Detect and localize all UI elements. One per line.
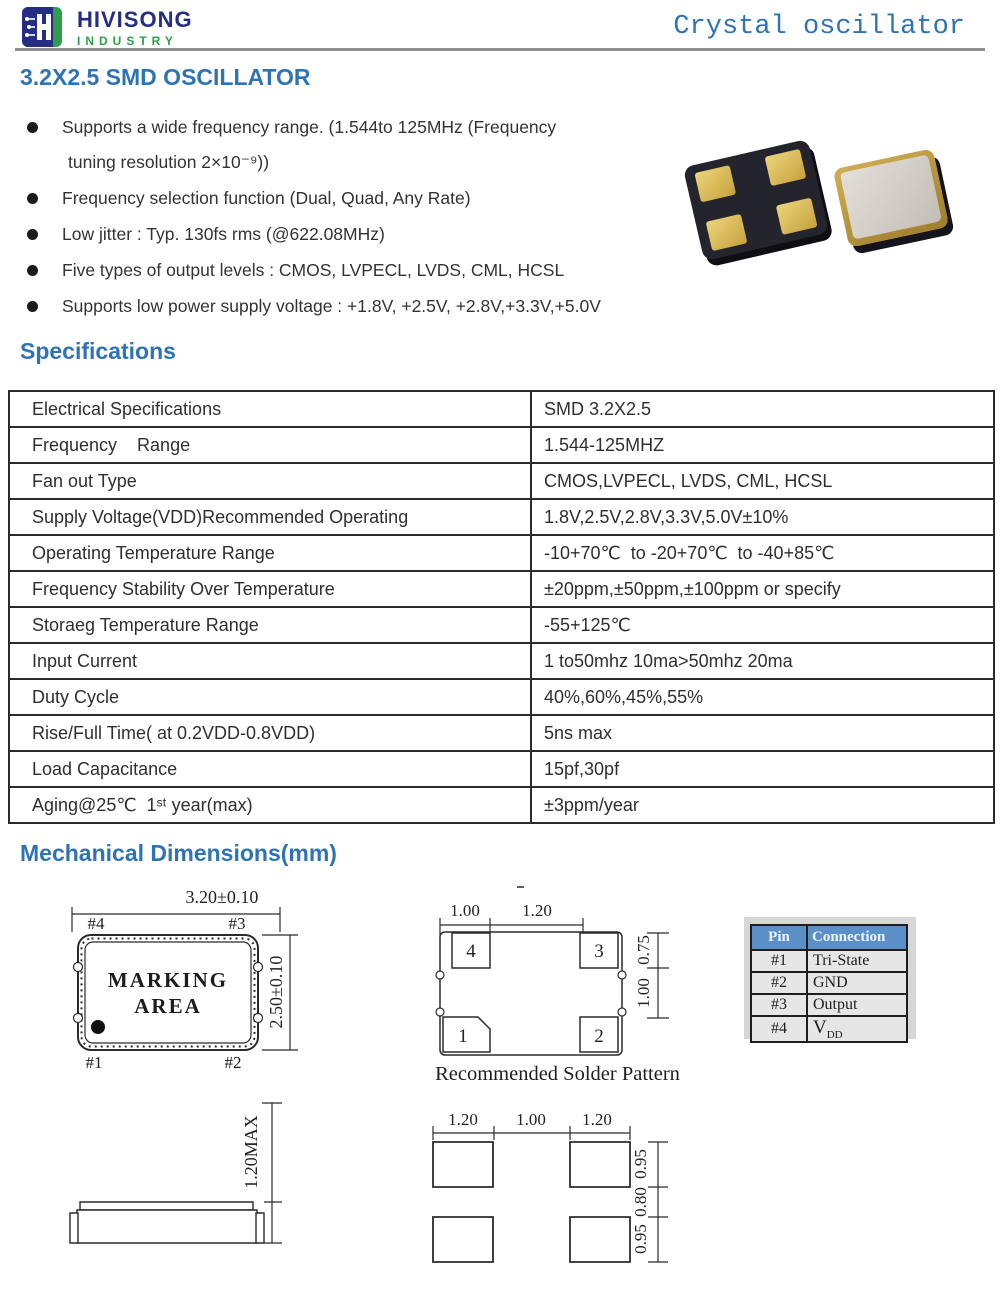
pin-connection-table [750,924,908,1043]
spec-value-cell: 1.544-125MHZ [531,427,994,463]
feature-text: Five types of output levels : CMOS, LVPECL, LVDS, CML, HCSL [62,260,565,280]
package-height-dim: 1.20MAX [241,1115,261,1189]
spec-label-cell: Input Current [9,643,531,679]
pin-table-header-row [751,925,907,950]
features-list [25,110,705,325]
oscillator-bottom-photo [683,139,829,261]
pin-connection-cell: Tri-State [807,950,907,972]
marking-area-line2: AREA [134,994,202,1018]
spec-row [9,463,994,499]
spec-value-cell: -55+125℃ [531,607,994,643]
pad-width-dim: 1.00 [450,901,480,920]
solder-vdim-mid: 0.80 [631,1187,650,1217]
spec-row [9,751,994,787]
marking-area-line1: MARKING [107,968,229,992]
spec-label-cell: Duty Cycle [9,679,531,715]
solder-pad [570,1142,630,1187]
spec-value-cell: ±3ppm/year [531,787,994,823]
pin-connection-cell: $V_{DD}$ [807,1016,907,1042]
pin-table-body [751,950,907,1042]
solder-dim-mid: 1.00 [516,1110,546,1129]
feature-text: Supports a wide frequency range. (1.544to 125MHz (Frequency [62,117,557,137]
right-pad-profile [256,1213,264,1243]
pin-table-row [751,1016,907,1042]
pin-table-row [751,950,907,972]
feature-text: Supports low power supply voltage : +1.8V, +2.5V, +2.8V,+3.3V,+5.0V [62,296,601,316]
hivisong-logo-icon [22,7,62,47]
spec-label-cell: Fan out Type [9,463,531,499]
solder-pad [433,1217,493,1262]
page-title: 3.2X2.5 SMD OSCILLATOR [20,64,311,90]
pad1-number: 1 [458,1026,468,1047]
spec-value-cell: 5ns max [531,715,994,751]
pad-vgap-dim: 1.00 [634,978,653,1008]
solder-vdim-bottom: 0.95 [631,1224,650,1254]
height-dimension-label: 2.50±0.10 [266,955,286,1029]
body-profile [77,1210,257,1243]
document-title: Crystal oscillator [673,12,965,42]
pin-number-cell: #1 [751,950,807,972]
pin-table-row [751,972,907,994]
specifications-table [8,390,995,824]
brand-name: HIVISONG [77,7,193,32]
spec-row [9,715,994,751]
spec-table-body [9,391,994,823]
hivisong-logo-text [77,9,193,47]
pad-gap-dim: 1.20 [522,901,552,920]
castellation-notch [436,1008,444,1016]
solder-dim-right: 1.20 [582,1110,612,1129]
specifications-heading: Specifications [20,338,176,364]
spec-value-cell: -10+70℃ to -20+70℃ to -40+85℃ [531,535,994,571]
spec-label-cell: Load Capacitance [9,751,531,787]
spec-value-cell: 1 to50mhz 10ma>50mhz 20ma [531,643,994,679]
spec-row [9,643,994,679]
solder-vdim-top: 0.95 [631,1149,650,1179]
pin4-label: #4 [87,914,105,933]
castellation-notch [74,1014,83,1023]
left-pad-profile [70,1213,78,1243]
width-dimension-label: 3.20±0.10 [185,887,259,907]
spec-row [9,679,994,715]
pad2-number: 2 [594,1026,604,1047]
solder-pad [433,1142,493,1187]
mechanical-heading: Mechanical Dimensions(mm) [20,840,337,866]
pad4-number: 4 [466,941,476,962]
lid-profile [80,1202,253,1210]
product-photos [690,140,975,275]
spec-value-cell: CMOS,LVPECL, LVDS, CML, HCSL [531,463,994,499]
castellation-notch [74,963,83,972]
spec-value-cell: 15pf,30pf [531,751,994,787]
spec-value-cell: 1.8V,2.5V,2.8V,3.3V,5.0V±10% [531,499,994,535]
pin2-label: #2 [224,1053,242,1072]
spec-label-cell: Rise/Full Time( at 0.2VDD-0.8VDD) [9,715,531,751]
castellation-notch [436,971,444,979]
land-pattern-drawing [425,885,675,1075]
castellation-notch [618,971,626,979]
pad-height-dim: 0.75 [634,935,653,965]
spec-value-cell: 40%,60%,45%,55% [531,679,994,715]
spec-value-cell: ±20ppm,±50ppm,±100ppm or specify [531,571,994,607]
header-divider [15,48,985,51]
pin1-indicator-dot [91,1020,105,1034]
pin-table-row [751,994,907,1016]
spec-label-cell: Storaeg Temperature Range [9,607,531,643]
solder-pad [570,1217,630,1262]
solder-pattern-caption: Recommended Solder Pattern [435,1063,680,1085]
pin-number-cell: #4 [751,1016,807,1042]
feature-item [25,253,705,288]
pin1-label: #1 [85,1053,103,1072]
spec-label-cell: Supply Voltage(VDD)Recommended Operating [9,499,531,535]
spec-label-cell: Frequency Stability Over Temperature [9,571,531,607]
oscillator-top-photo [833,148,949,247]
feature-item [25,110,705,180]
pin-connection-panel [744,917,916,1039]
castellation-notch [254,1014,263,1023]
spec-label-cell: Aging@25℃ 1ˢᵗ year(max) [9,787,531,823]
connection-column-header: Connection [807,925,907,950]
feature-item [25,289,705,324]
spec-row [9,571,994,607]
feature-item [25,217,705,252]
spec-row [9,391,994,427]
spec-row [9,499,994,535]
feature-text: tuning resolution 2×10⁻⁹)) [68,152,270,172]
solder-pattern-drawing [425,1108,695,1273]
feature-text: Low jitter : Typ. 130fs rms (@622.08MHz) [62,224,385,244]
spec-row [9,535,994,571]
brand-tagline: INDUSTRY [77,34,178,48]
gold-pad [765,149,807,186]
spec-row [9,427,994,463]
pin3-label: #3 [228,914,246,933]
spec-value-cell: SMD 3.2X2.5 [531,391,994,427]
feature-text: Frequency selection function (Dual, Quad, Any Rate) [62,188,471,208]
spec-row [9,787,994,823]
spec-label-cell: Electrical Specifications [9,391,531,427]
spec-label-cell: Operating Temperature Range [9,535,531,571]
feature-item [25,181,705,216]
castellation-notch [618,1008,626,1016]
pin-connection-cell: Output [807,994,907,1016]
castellation-notch [254,963,263,972]
gold-pad [776,198,818,235]
gold-pad [706,214,748,251]
top-view-drawing [50,882,370,1087]
side-view-drawing [55,1095,285,1255]
solder-dim-left: 1.20 [448,1110,478,1129]
spec-row [9,607,994,643]
pin-number-cell: #3 [751,994,807,1016]
gold-pad [694,165,736,202]
spec-label-cell: Frequency Range [9,427,531,463]
pin-column-header: Pin [751,925,807,950]
pin-connection-cell: GND [807,972,907,994]
pad3-number: 3 [594,941,604,962]
pin-number-cell: #2 [751,972,807,994]
metal-lid [840,154,942,239]
